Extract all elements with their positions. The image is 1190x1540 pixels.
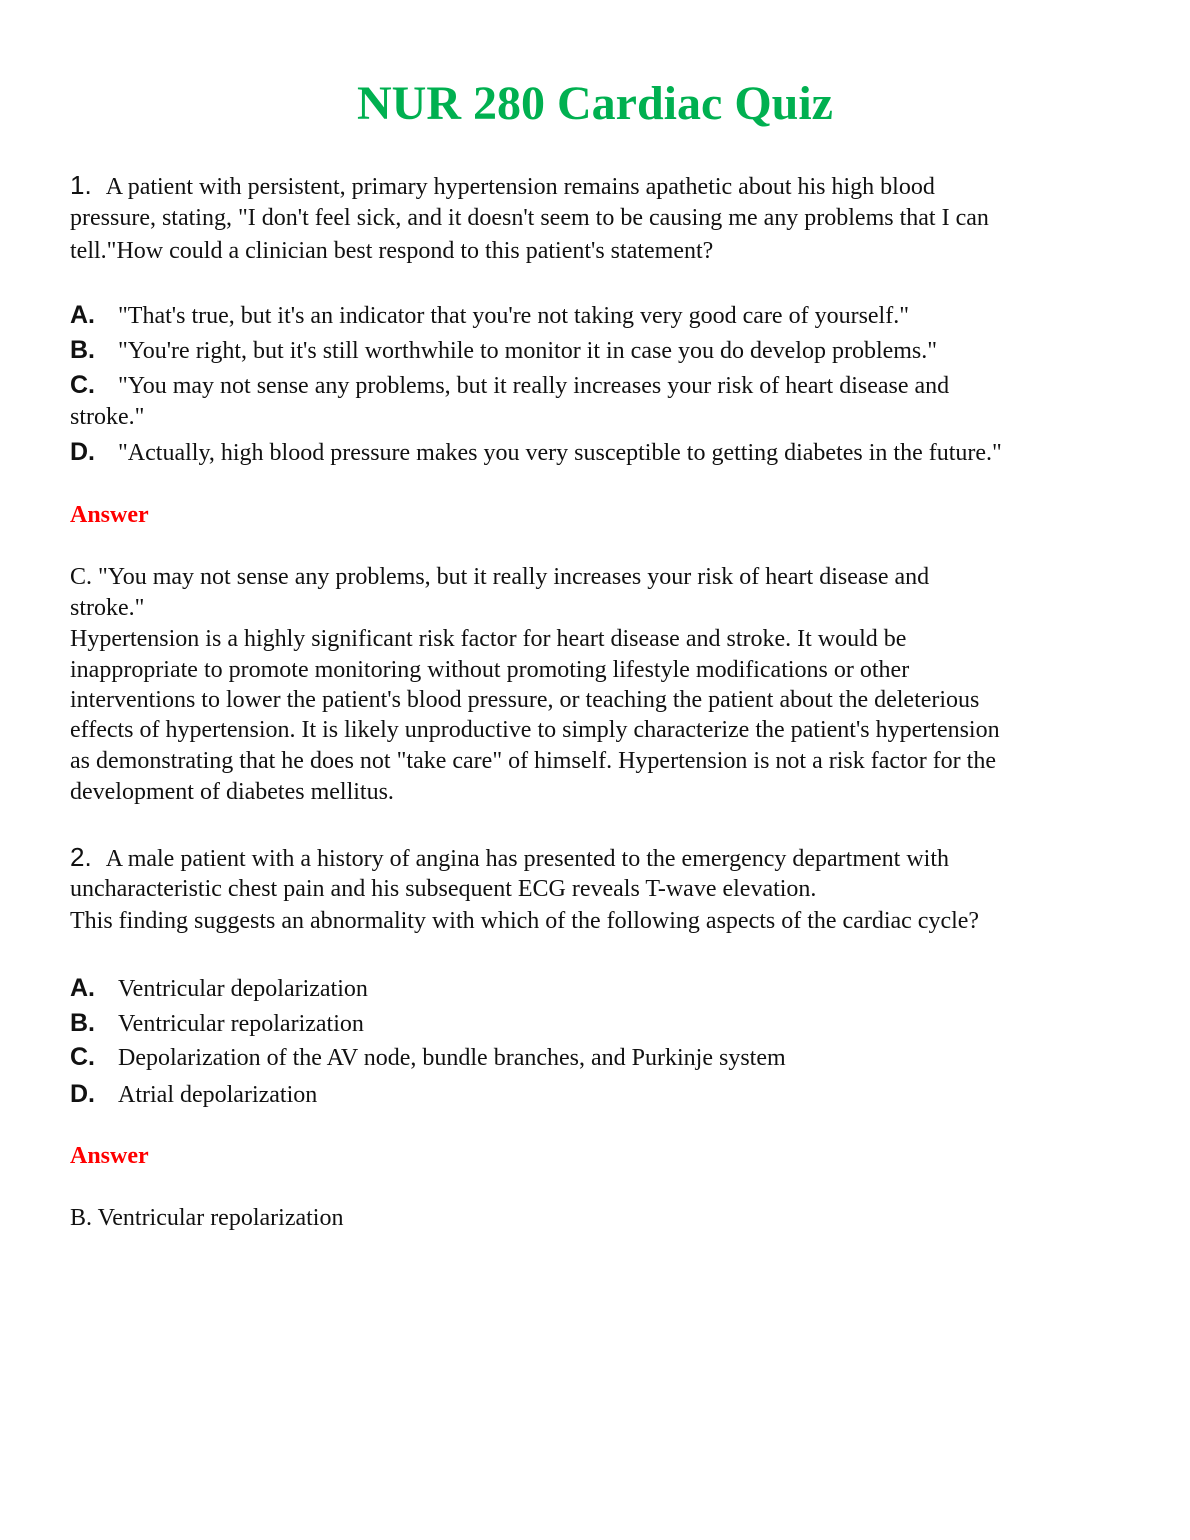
- option-letter: C.: [70, 1043, 95, 1071]
- answer-label: Answer: [70, 502, 149, 528]
- explanation-line: as demonstrating that he does not "take care" of himself. Hypertension is not a risk factor for the: [70, 748, 996, 774]
- question-stem-line: 1. A patient with persistent, primary hypertension remains apathetic about his high blood: [70, 170, 935, 200]
- option-letter: C.: [70, 371, 95, 399]
- option-letter: B.: [70, 336, 95, 364]
- question-number: 2.: [70, 842, 92, 872]
- option-d: D. "Actually, high blood pressure makes you very susceptible to getting diabetes in the future.": [70, 438, 1002, 466]
- option-letter: A.: [70, 974, 95, 1002]
- explanation-line: effects of hypertension. It is likely unproductive to simply characterize the patient's hypertension: [70, 717, 1000, 743]
- option-b: B. Ventricular repolarization: [70, 1009, 364, 1037]
- option-letter: D.: [70, 438, 95, 466]
- option-c: C. Depolarization of the AV node, bundle branches, and Purkinje system: [70, 1043, 786, 1071]
- explanation-line: Hypertension is a highly significant risk factor for heart disease and stroke. It would be: [70, 626, 907, 652]
- answer-text-line: stroke.": [70, 595, 145, 621]
- question-stem-line: uncharacteristic chest pain and his subsequent ECG reveals T-wave elevation.: [70, 876, 817, 902]
- question-stem-line: pressure, stating, "I don't feel sick, and it doesn't seem to be causing me any problems that I can: [70, 205, 989, 231]
- question-stem-line: This finding suggests an abnormality with which of the following aspects of the cardiac cycle?: [70, 908, 980, 934]
- option-c-continued: stroke.": [70, 404, 145, 430]
- option-c: C. "You may not sense any problems, but it really increases your risk of heart disease and: [70, 371, 950, 399]
- option-b: B. "You're right, but it's still worthwhile to monitor it in case you do develop problems.": [70, 336, 938, 364]
- explanation-line: inappropriate to promote monitoring without promoting lifestyle modifications or other: [70, 657, 910, 683]
- explanation-line: development of diabetes mellitus.: [70, 779, 394, 805]
- page-title: NUR 280 Cardiac Quiz: [357, 77, 833, 130]
- option-letter: B.: [70, 1009, 95, 1037]
- option-d: D. Atrial depolarization: [70, 1080, 318, 1108]
- question-number: 1.: [70, 170, 92, 200]
- answer-text-line: C. "You may not sense any problems, but it really increases your risk of heart disease and: [70, 564, 930, 590]
- answer-label: Answer: [70, 1143, 149, 1169]
- option-letter: D.: [70, 1080, 95, 1108]
- answer-text-line: B. Ventricular repolarization: [70, 1205, 344, 1231]
- question-stem-line: tell."How could a clinician best respond to this patient's statement?: [70, 238, 714, 264]
- explanation-line: interventions to lower the patient's blood pressure, or teaching the patient about the deleterious: [70, 687, 980, 713]
- option-a: A. Ventricular depolarization: [70, 974, 368, 1002]
- question-stem-line: 2. A male patient with a history of angina has presented to the emergency department with: [70, 842, 949, 872]
- option-letter: A.: [70, 301, 95, 329]
- option-a: A. "That's true, but it's an indicator that you're not taking very good care of yourself.": [70, 301, 910, 329]
